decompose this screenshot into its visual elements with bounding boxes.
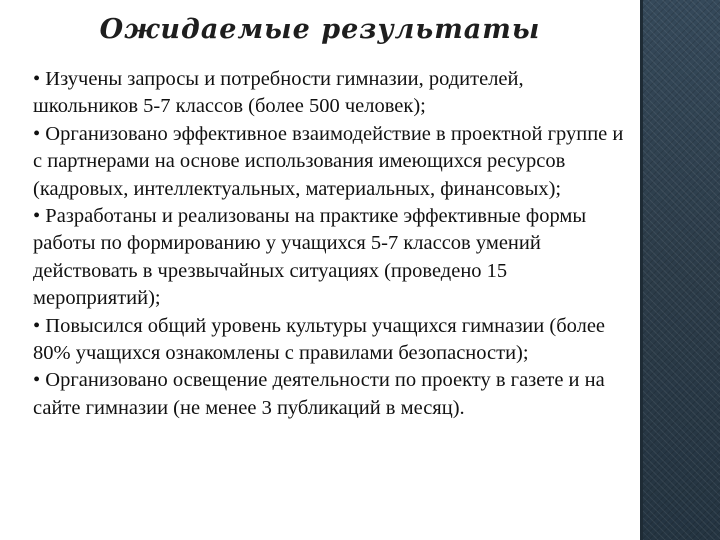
decorative-side-panel bbox=[643, 0, 720, 540]
bullet-list bbox=[33, 66, 633, 422]
bullet-item-5: • Организовано освещение деятельности по проекту в газете и на сайте гимназии (не менее 3 публикаций в месяц). bbox=[33, 369, 605, 419]
bullet-item-2: • Организовано эффективное взаимодействие в проектной группе и с партнерами на основе использования имеющихся ресурсов (кадровых, интеллектуальных, материальных, финансовых); bbox=[33, 122, 624, 200]
bullet-item-4: • Повысился общий уровень культуры учащихся гимназии (более 80% учащихся ознакомлены с правилами безопасности); bbox=[33, 314, 606, 365]
slide-title: Ожидаемые результаты bbox=[99, 14, 541, 45]
bullet-item-3: • Разработаны и реализованы на практике эффективные формы работы по формированию у учащихся 5-7 классов умений действовать в чрезвычайных ситуациях (проведено 15 мероприятий); bbox=[33, 205, 587, 310]
bullet-item-1: • Изучены запросы и потребности гимназии, родителей, школьников 5-7 классов (более 500 человек); bbox=[33, 68, 524, 118]
